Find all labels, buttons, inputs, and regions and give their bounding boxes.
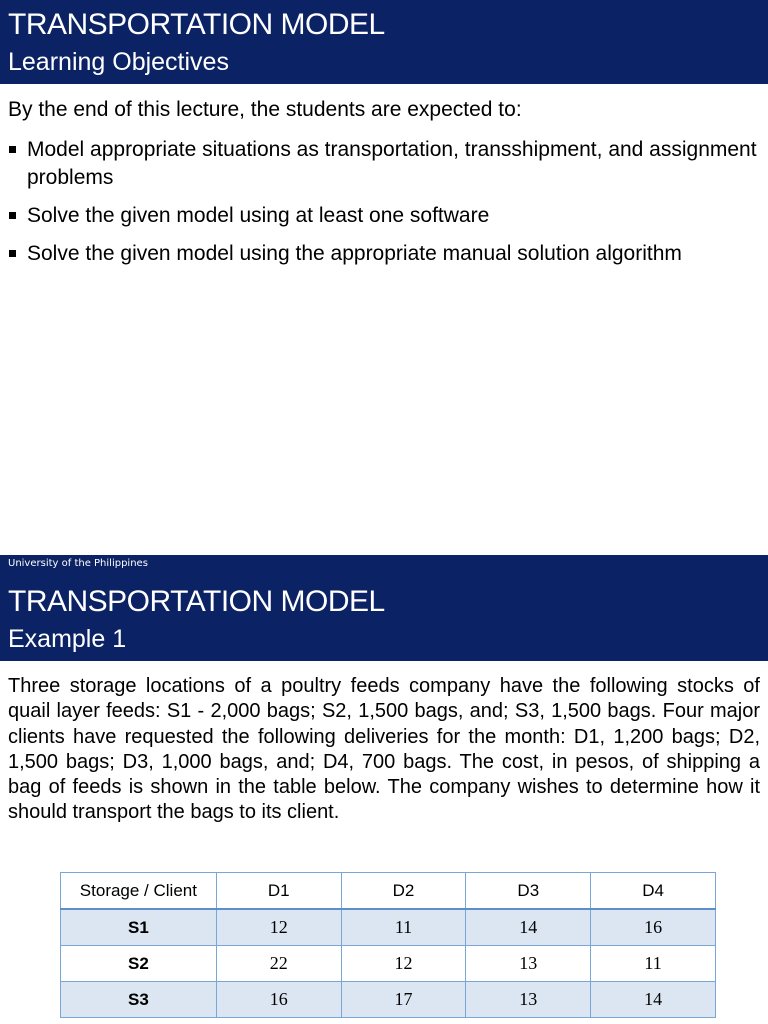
table-cell: 12 bbox=[341, 946, 466, 982]
table-cell: 11 bbox=[591, 946, 716, 982]
column-header: D1 bbox=[216, 873, 341, 910]
list-item bbox=[8, 136, 760, 192]
slide-example-1 bbox=[0, 555, 768, 1024]
slide-title: TRANSPORTATION MODEL bbox=[8, 585, 385, 618]
table-cell: 13 bbox=[466, 946, 591, 982]
table-cell: 14 bbox=[591, 982, 716, 1018]
slide-title: TRANSPORTATION MODEL bbox=[8, 8, 385, 41]
table-header-row bbox=[61, 873, 716, 910]
table-cell: 16 bbox=[591, 909, 716, 946]
table-cell: 22 bbox=[216, 946, 341, 982]
table-cell: 16 bbox=[216, 982, 341, 1018]
row-header: S2 bbox=[61, 946, 217, 982]
table-cell: 14 bbox=[466, 909, 591, 946]
square-bullet-icon bbox=[9, 212, 16, 219]
table-cell: 13 bbox=[466, 982, 591, 1018]
slide-subtitle: Example 1 bbox=[8, 625, 127, 653]
list-item bbox=[8, 240, 760, 268]
objective-text: Solve the given model using the appropriate manual solution algorithm bbox=[27, 242, 682, 265]
shipping-cost-table bbox=[60, 872, 716, 1018]
square-bullet-icon bbox=[9, 146, 16, 153]
row-header: S3 bbox=[61, 982, 217, 1018]
list-item bbox=[8, 202, 760, 230]
objectives-list bbox=[8, 136, 760, 278]
university-label: University of the Philippines bbox=[8, 558, 148, 569]
table-row bbox=[61, 946, 716, 982]
table-cell: 12 bbox=[216, 909, 341, 946]
table-row bbox=[61, 909, 716, 946]
slide-header bbox=[0, 0, 768, 84]
column-header: Storage / Client bbox=[61, 873, 217, 910]
intro-text: By the end of this lecture, the students are expected to: bbox=[8, 98, 522, 121]
column-header: D3 bbox=[466, 873, 591, 910]
row-header: S1 bbox=[61, 909, 217, 946]
square-bullet-icon bbox=[9, 250, 16, 257]
column-header: D2 bbox=[341, 873, 466, 910]
slide-subtitle: Learning Objectives bbox=[8, 48, 229, 76]
objective-text: Solve the given model using at least one software bbox=[27, 204, 490, 227]
problem-statement: Three storage locations of a poultry feeds company have the following stocks of quail layer feeds: S1 - 2,000 bags; S2, 1,500 bags, and; S3, 1,500 bags. Four major clients have requested the following deliveries for the month: D1, 1,200 bags; D2, 1,500 bags; D3, 1,000 bags, and; D4, 700 bags. The cost, in pesos, of shipping a bag of feeds is shown in the table below. The company wishes to determine how it should transport the bags to its client. bbox=[8, 675, 760, 824]
slide-header bbox=[0, 555, 768, 661]
column-header: D4 bbox=[591, 873, 716, 910]
table-cell: 17 bbox=[341, 982, 466, 1018]
objective-text: Model appropriate situations as transportation, transshipment, and assignment problems bbox=[27, 138, 757, 189]
table-cell: 11 bbox=[341, 909, 466, 946]
table-row bbox=[61, 982, 716, 1018]
